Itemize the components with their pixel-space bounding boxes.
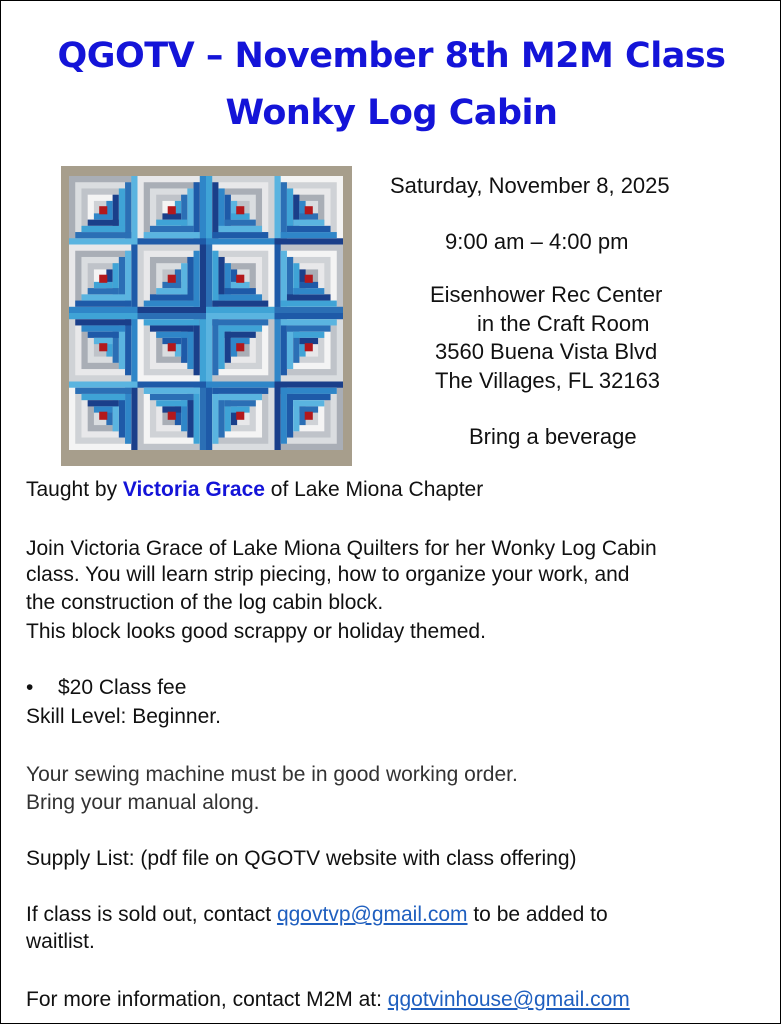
quilt-patch: [299, 282, 318, 288]
quilt-patch: [225, 332, 256, 338]
quilt-patch: [138, 313, 207, 319]
quilt-patch: [206, 245, 212, 314]
quilt-patch: [194, 388, 200, 444]
quilt-patch: [293, 400, 324, 406]
quilt-patch: [206, 382, 212, 451]
quilt-patch: [218, 325, 224, 369]
quilt-patch: [194, 251, 200, 307]
address-line-2: The Villages, FL 32163: [435, 368, 661, 393]
quilt-patch: [225, 220, 256, 226]
quilt-patch: [125, 182, 131, 238]
quilt-patch: [225, 400, 256, 406]
quilt-patch: [212, 232, 268, 238]
supply-list: Supply List: (pdf file on QGOTV website with class offering): [26, 847, 577, 870]
machine-line-1: Your sewing machine must be in good working order.: [26, 763, 518, 786]
quilt-patch: [131, 382, 137, 451]
quilt-patch: [156, 288, 187, 294]
quilt-patch: [125, 319, 131, 375]
quilt-patch: [275, 313, 281, 382]
quilt-patch: [287, 188, 293, 232]
quilt-patch: [200, 176, 206, 245]
quilt-patch: [212, 319, 268, 325]
quilt-patch: [281, 319, 287, 375]
quilt-patch: [275, 382, 344, 388]
quilt-photo: [61, 166, 352, 466]
fee-text: $20 Class fee: [58, 676, 187, 699]
quilt-patch: [212, 182, 218, 238]
quilt-patch: [156, 400, 187, 406]
quilt-patch: [275, 307, 344, 313]
beverage-note: Bring a beverage: [469, 424, 637, 449]
quilt-patch: [305, 343, 313, 351]
quilt-patch: [119, 394, 125, 438]
quilt-patch: [287, 294, 331, 300]
quilt-patch: [150, 226, 194, 232]
quilt-patch: [206, 176, 212, 245]
title-line-1: QGOTV – November 8th M2M Class: [57, 36, 726, 76]
quilt-patch: [162, 282, 181, 288]
teacher-suffix: of Lake Miona Chapter: [264, 478, 484, 501]
quilt-patch: [156, 332, 187, 338]
quilt-patch: [187, 188, 193, 232]
quilt-patch: [236, 275, 244, 283]
quilt-patch: [206, 313, 275, 319]
quilt-patch: [281, 388, 287, 444]
address-line-1: 3560 Buena Vista Blvd: [435, 339, 658, 364]
quilt-patch: [293, 288, 324, 294]
quilt-patch: [281, 319, 337, 325]
quilt-patch: [218, 325, 262, 331]
teacher-prefix: Taught by: [26, 478, 123, 501]
waitlist-line-2: waitlist.: [26, 930, 95, 953]
quilt-patch: [287, 394, 293, 438]
quilt-patch: [281, 251, 287, 307]
fee-item: [26, 675, 186, 701]
quilt-patch: [150, 394, 194, 400]
quilt-patch: [88, 400, 119, 406]
quilt-patch: [218, 226, 262, 232]
quilt-patch: [212, 388, 218, 444]
quilt-patch: [138, 307, 207, 313]
quilt-patch: [75, 301, 131, 307]
quilt-patch: [200, 313, 206, 382]
description-line-2: class. You will learn strip piecing, how to organize your work, and: [26, 563, 630, 586]
quilt-patch: [287, 257, 293, 301]
teacher-name: Victoria Grace: [122, 478, 265, 501]
quilt-patch: [144, 301, 200, 307]
quilt-patch: [150, 325, 194, 331]
quilt-patch: [200, 382, 206, 451]
quilt-patch: [212, 301, 268, 307]
quilt-patch: [168, 343, 176, 351]
contact-email-link[interactable]: qgotvinhouse@gmail.com: [387, 988, 630, 1011]
waitlist-line-1: [26, 902, 608, 928]
quilt-patch: [168, 412, 176, 420]
quilt-patch: [75, 388, 131, 394]
quilt-patch: [194, 182, 200, 238]
quilt-blocks: [69, 176, 343, 450]
quilt-patch: [81, 294, 125, 300]
quilt-patch: [131, 313, 137, 382]
quilt-patch: [231, 282, 250, 288]
quilt-patch: [218, 394, 262, 400]
event-time: 9:00 am – 4:00 pm: [445, 229, 629, 254]
quilt-patch: [119, 325, 125, 369]
quilt-patch: [119, 257, 125, 301]
quilt-patch: [138, 382, 207, 388]
quilt-patch: [168, 206, 176, 214]
quilt-patch: [287, 325, 293, 369]
quilt-patch: [212, 388, 268, 394]
quilt-patch: [305, 412, 313, 420]
quilt-patch: [187, 257, 193, 301]
quilt-patch: [81, 394, 125, 400]
quilt-patch: [218, 394, 224, 438]
quilt-patch: [200, 245, 206, 314]
quilt-patch: [218, 188, 224, 232]
quilt-patch: [81, 325, 125, 331]
venue-line-1: Eisenhower Rec Center: [430, 282, 663, 307]
quilt-patch: [305, 275, 313, 283]
quilt-patch: [287, 325, 331, 331]
quilt-patch: [206, 313, 212, 382]
quilt-patch: [99, 412, 107, 420]
quilt-patch: [206, 382, 275, 388]
quilt-patch: [281, 301, 337, 307]
quilt-patch: [187, 394, 193, 438]
quilt-patch: [125, 251, 131, 307]
quilt-patch: [293, 332, 324, 338]
quilt-patch: [125, 388, 131, 444]
quilt-patch: [75, 319, 131, 325]
description-line-3: the construction of the log cabin block.: [26, 591, 384, 614]
quilt-patch: [81, 226, 125, 232]
contact-prefix: For more information, contact M2M at:: [26, 988, 388, 1011]
quilt-patch: [69, 313, 138, 319]
quilt-patch: [131, 176, 137, 245]
quilt-patch: [212, 319, 218, 375]
quilt-patch: [281, 388, 337, 394]
quilt-patch: [275, 238, 344, 244]
quilt-patch: [225, 288, 256, 294]
quilt-patch: [138, 238, 207, 244]
quilt-patch: [275, 245, 281, 314]
quilt-patch: [131, 245, 137, 314]
quilt-patch: [99, 206, 107, 214]
waitlist-prefix: If class is sold out, contact: [26, 903, 277, 926]
quilt-patch: [293, 220, 324, 226]
waitlist-suffix: to be added to: [467, 903, 608, 926]
quilt-patch: [99, 343, 107, 351]
quilt-patch: [75, 232, 131, 238]
machine-line-2: Bring your manual along.: [26, 791, 260, 814]
venue-line-2: in the Craft Room: [477, 311, 650, 336]
quilt-patch: [236, 206, 244, 214]
quilt-patch: [206, 238, 275, 244]
description-line-1: Join Victoria Grace of Lake Miona Quilters for her Wonky Log Cabin: [26, 537, 657, 560]
quilt-patch: [287, 394, 331, 400]
quilt-patch: [218, 294, 262, 300]
description-line-4: This block looks good scrappy or holiday themed.: [26, 620, 486, 643]
quilt-image: [61, 166, 352, 466]
quilt-patch: [218, 257, 224, 301]
title-line-2: Wonky Log Cabin: [225, 93, 558, 133]
quilt-patch: [88, 332, 119, 338]
quilt-patch: [69, 238, 138, 244]
quilt-patch: [99, 275, 107, 283]
quilt-patch: [212, 251, 218, 307]
quilt-patch: [275, 176, 281, 245]
quilt-patch: [69, 307, 138, 313]
quilt-patch: [144, 388, 200, 394]
quilt-patch: [150, 294, 194, 300]
quilt-patch: [206, 307, 275, 313]
contact-line: [26, 987, 630, 1013]
quilt-patch: [69, 382, 138, 388]
quilt-patch: [275, 313, 344, 319]
skill-level: Skill Level: Beginner.: [26, 705, 221, 728]
quilt-patch: [287, 226, 331, 232]
quilt-patch: [119, 188, 125, 232]
quilt-patch: [88, 288, 119, 294]
quilt-patch: [156, 220, 187, 226]
quilt-patch: [88, 220, 119, 226]
quilt-patch: [144, 319, 200, 325]
quilt-patch: [236, 343, 244, 351]
quilt-patch: [168, 275, 176, 283]
quilt-patch: [275, 382, 281, 451]
bullet: •: [26, 676, 34, 699]
quilt-patch: [236, 412, 244, 420]
quilt-patch: [281, 232, 337, 238]
quilt-patch: [187, 325, 193, 369]
quilt-patch: [94, 282, 113, 288]
waitlist-email-link[interactable]: qgovtvp@gmail.com: [276, 903, 468, 926]
quilt-patch: [144, 232, 200, 238]
quilt-patch: [194, 319, 200, 375]
quilt-patch: [305, 206, 313, 214]
teacher-line: [26, 477, 483, 503]
event-date: Saturday, November 8, 2025: [390, 173, 670, 198]
quilt-patch: [281, 182, 287, 238]
